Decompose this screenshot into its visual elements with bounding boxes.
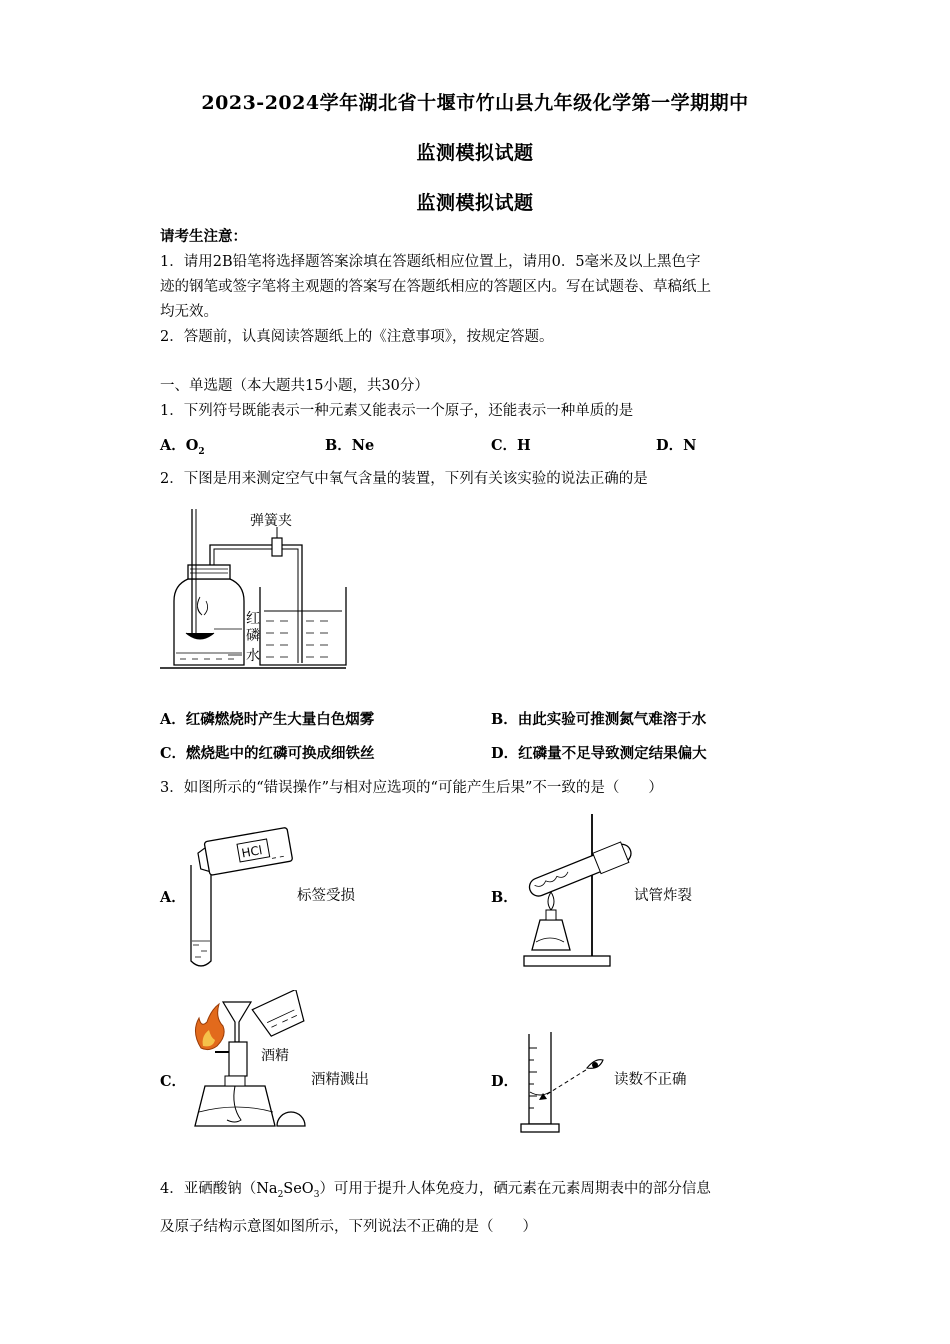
question-3-stem: 3．如图所示的“错误操作”与相对应选项的“可能产生后果”不一致的是（ ） <box>160 780 663 796</box>
option-a-subscript: 2 <box>198 446 205 457</box>
adding-alcohol-to-lamp-figure <box>185 990 310 1140</box>
notice-item-2: 2．答题前，认真阅读答题纸上的《注意事项》，按规定答题。 <box>160 329 554 345</box>
question-1-option-b: B．Ne <box>325 437 375 454</box>
question-3-option-d-text: 读数不正确 <box>614 1072 687 1088</box>
question-2-option-d: D．红磷量不足导致测定结果偏大 <box>491 745 707 762</box>
question-3-option-a-label: A． <box>160 889 186 906</box>
option-a-text: A．O <box>160 437 199 454</box>
oxygen-content-apparatus-figure <box>160 505 360 675</box>
question-1-option-c: C．H <box>491 437 531 454</box>
question-2-option-c: C．燃烧匙中的红磷可换成细铁丝 <box>160 745 375 762</box>
question-4-stem-line-2: 及原子结构示意图如图所示，下列说法不正确的是（ ） <box>160 1219 537 1235</box>
question-2-option-b: B．由此实验可推测氮气难溶于水 <box>491 711 707 728</box>
notice-item-1-line-2: 迹的钢笔或签字笔将主观题的答案写在答题纸相应的答题区内。写在试题卷、草稿纸上 <box>160 279 711 295</box>
section-heading: 一、单选题（本大题共15小题，共30分） <box>160 378 429 394</box>
notice-heading: 请考生注意： <box>160 228 247 245</box>
q4-sub-2: 3 <box>313 1189 320 1200</box>
question-3-option-c-text: 酒精溅出 <box>311 1072 369 1088</box>
question-3-option-a-text: 标签受损 <box>297 888 355 904</box>
pouring-reagent-figure <box>185 825 295 970</box>
question-1-option-a <box>160 434 205 457</box>
question-1-stem: 1．下列符号既能表示一种元素又能表示一个原子，还能表示一种单质的是 <box>160 403 634 419</box>
question-2-stem: 2．下图是用来测定空气中氧气含量的装置，下列有关该实验的说法正确的是 <box>160 471 648 487</box>
clamp-label: 弹簧夹 <box>250 513 292 529</box>
page-title: 2023-2024学年湖北省十堰市竹山县九年级化学第一学期期中 <box>201 92 749 114</box>
page-subtitle-repeat: 监测模拟试题 <box>416 192 534 214</box>
question-3-option-d-label: D． <box>491 1073 519 1090</box>
question-3-option-c-label: C． <box>160 1073 187 1090</box>
phosphorus-label: 磷 <box>246 628 260 644</box>
heating-test-tube-figure <box>518 810 638 970</box>
measuring-cylinder-reading-figure <box>515 1028 615 1138</box>
page-subtitle: 监测模拟试题 <box>416 142 534 164</box>
q4-stem-post: ）可用于提升人体免疫力，硒元素在元素周期表中的部分信息 <box>319 1181 711 1197</box>
red-label: 红 <box>246 611 260 627</box>
q4-stem-pre: 4．亚硒酸钠（Na <box>160 1181 278 1197</box>
hcl-label: HCl <box>240 843 264 861</box>
question-3-option-b-label: B． <box>491 889 518 906</box>
notice-item-1-line-3: 均无效。 <box>160 304 218 320</box>
question-3-option-b-text: 试管炸裂 <box>634 888 692 904</box>
question-1-option-d: D．N <box>656 437 697 454</box>
question-2-option-a: A．红磷燃烧时产生大量白色烟雾 <box>160 711 375 728</box>
q4-sub-1: 2 <box>277 1189 284 1200</box>
notice-item-1-line-1: 1．请用2B铅笔将选择题答案涂填在答题纸相应位置上，请用0．5毫米及以上黑色字 <box>160 254 701 270</box>
q4-stem-mid: SeO <box>283 1181 314 1197</box>
alcohol-label: 酒精 <box>261 1048 289 1064</box>
question-4-stem-line-1 <box>160 1179 711 1205</box>
water-label: 水 <box>246 648 260 664</box>
